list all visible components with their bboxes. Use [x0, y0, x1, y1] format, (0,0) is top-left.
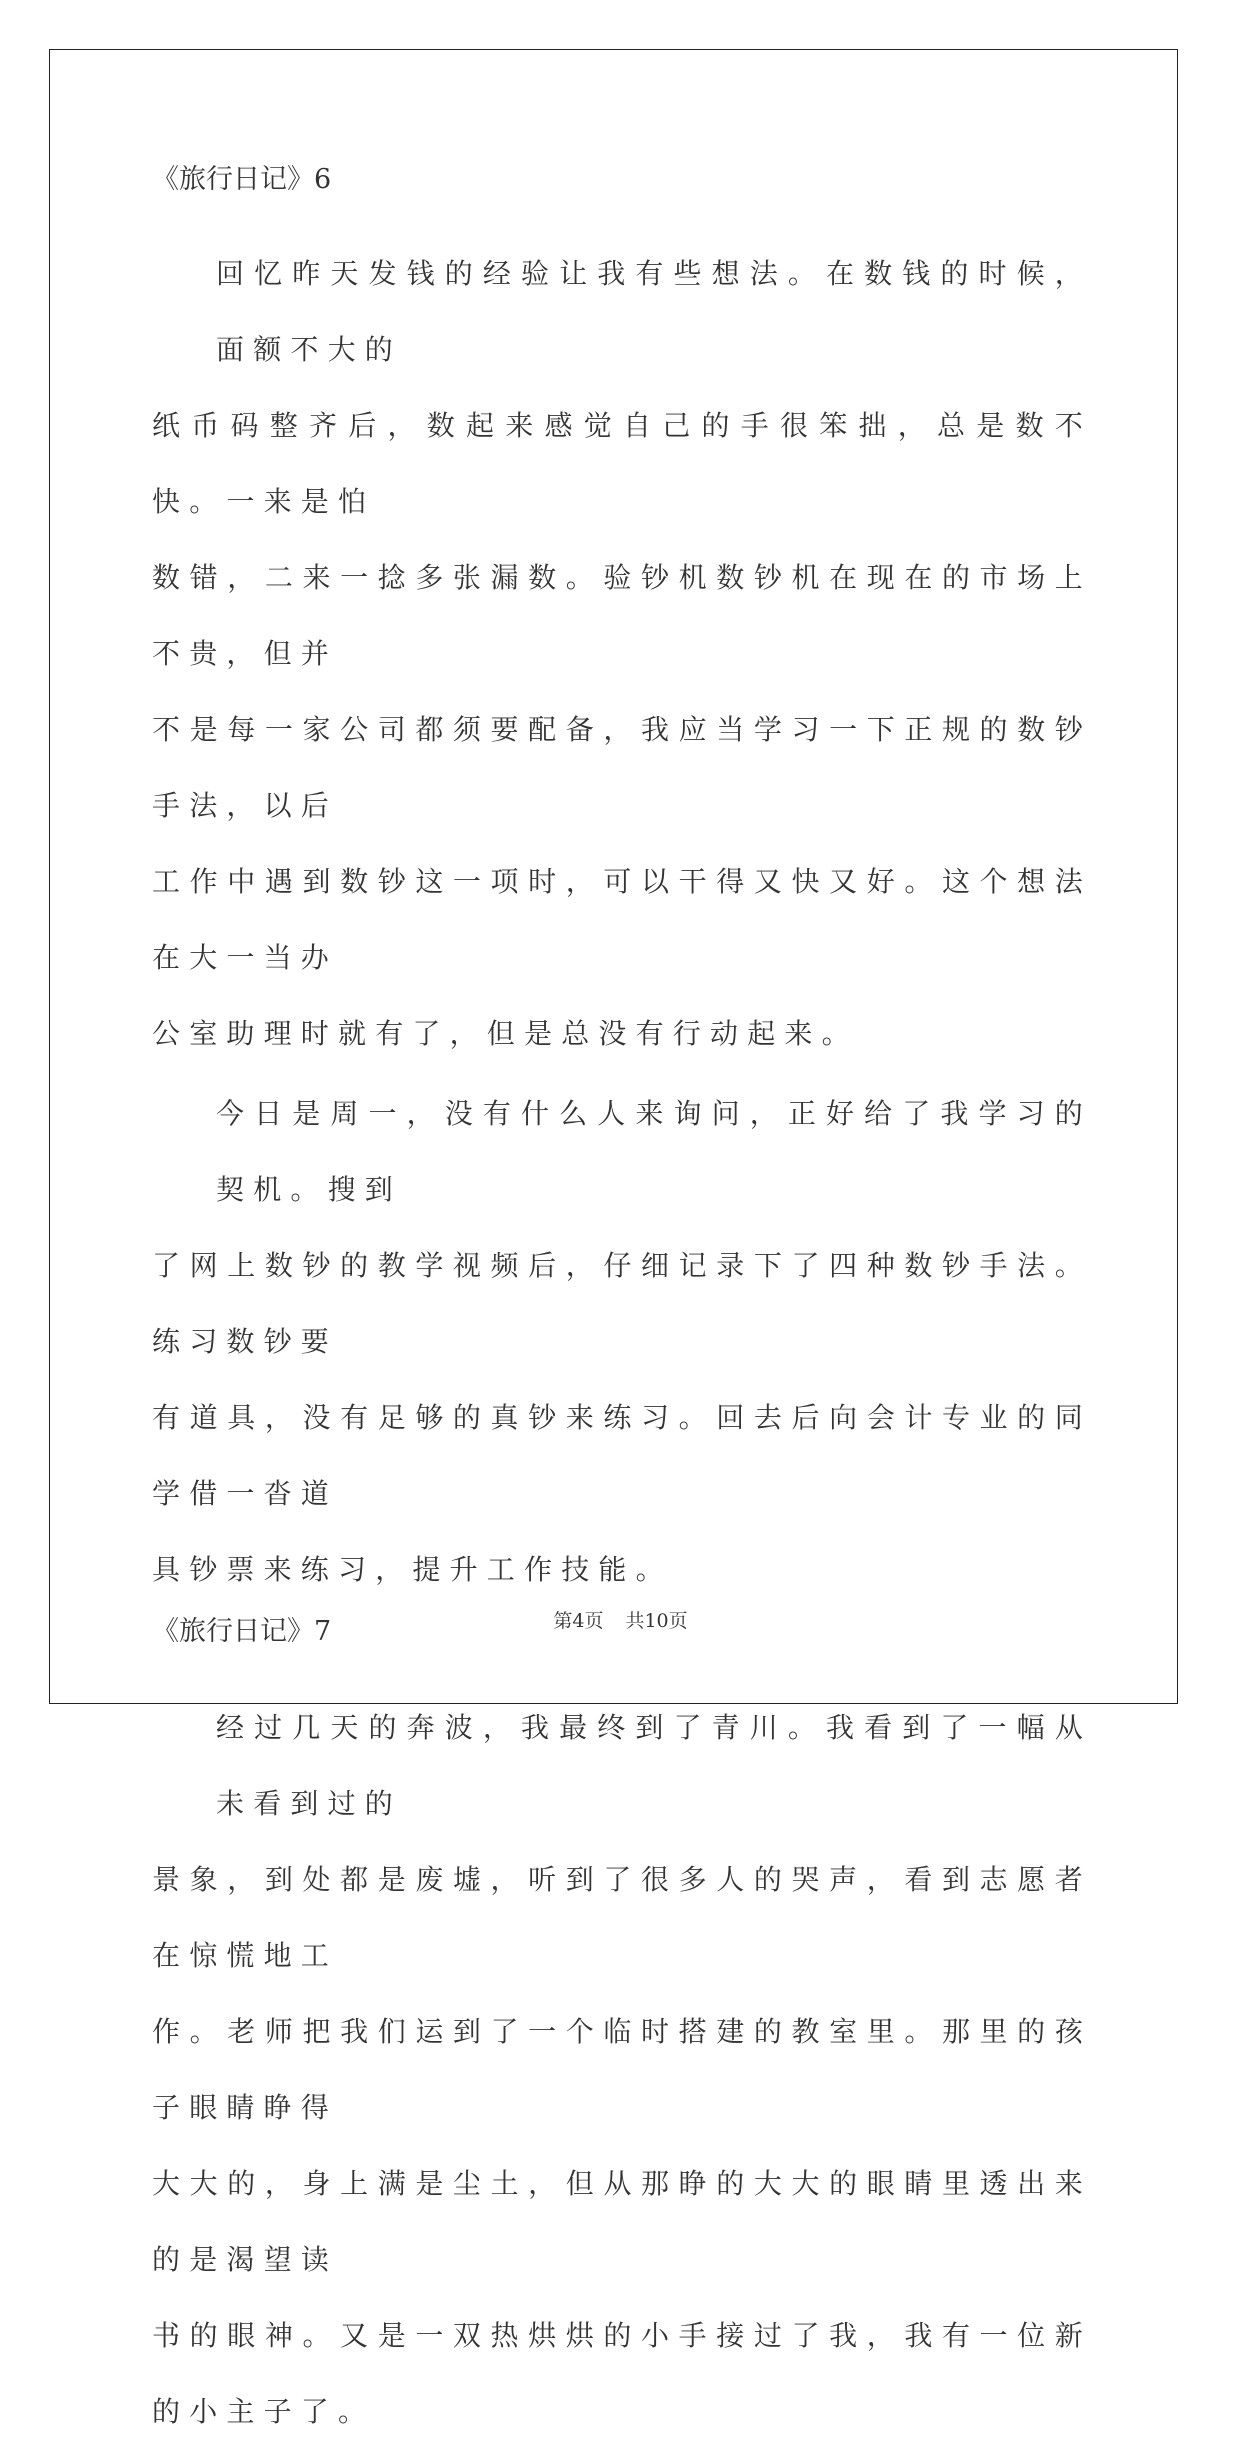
text-line: 了网上数钞的教学视频后，仔细记录下了四种数钞手法。练习数钞要 — [152, 1249, 1092, 1358]
text-line: 工作中遇到数钞这一项时，可以干得又快又好。这个想法在大一当办 — [152, 865, 1092, 974]
text-line: 景象，到处都是废墟，听到了很多人的哭声，看到志愿者在惊慌地工 — [152, 1863, 1092, 1972]
section-heading-6: 《旅行日记》6 — [152, 164, 332, 195]
section-heading-7: 《旅行日记》7 — [152, 1616, 332, 1647]
page-total: 共10页 — [625, 1610, 688, 1632]
text-line: 有道具，没有足够的真钞来练习。回去后向会计专业的同学借一沓道 — [152, 1401, 1092, 1510]
text-line: 不是每一家公司都须要配备，我应当学习一下正规的数钞手法，以后 — [152, 713, 1092, 822]
paragraph — [152, 1076, 1092, 1608]
page-footer — [0, 1606, 1241, 1633]
text-line: 回忆昨天发钱的经验让我有些想法。在数钱的时候，面额不大的 — [216, 257, 1092, 366]
text-line: 公室助理时就有了，但是总没有行动起来。 — [152, 1017, 859, 1050]
text-line: 今日是周一，没有什么人来询问，正好给了我学习的契机。搜到 — [216, 1097, 1092, 1206]
text-line: 经过几天的奔波，我最终到了青川。我看到了一幅从未看到过的 — [216, 1711, 1092, 1820]
text-line: 具钞票来练习，提升工作技能。 — [152, 1553, 673, 1586]
text-line: 纸币码整齐后，数起来感觉自己的手很笨拙，总是数不快。一来是怕 — [152, 409, 1092, 518]
text-line: 数错，二来一捻多张漏数。验钞机数钞机在现在的市场上不贵，但并 — [152, 561, 1092, 670]
paragraph — [152, 1690, 1092, 2450]
text-line: 大大的，身上满是尘土，但从那睁的大大的眼睛里透出来的是渴望读 — [152, 2167, 1092, 2276]
page-number: 第4页 — [553, 1610, 604, 1632]
document-body — [152, 160, 1092, 2454]
text-line: 书的眼神。又是一双热烘烘的小手接过了我，我有一位新的小主子了。 — [152, 2319, 1092, 2428]
paragraph — [152, 236, 1092, 1072]
text-line: 作。老师把我们运到了一个临时搭建的教室里。那里的孩子眼睛睁得 — [152, 2015, 1092, 2124]
